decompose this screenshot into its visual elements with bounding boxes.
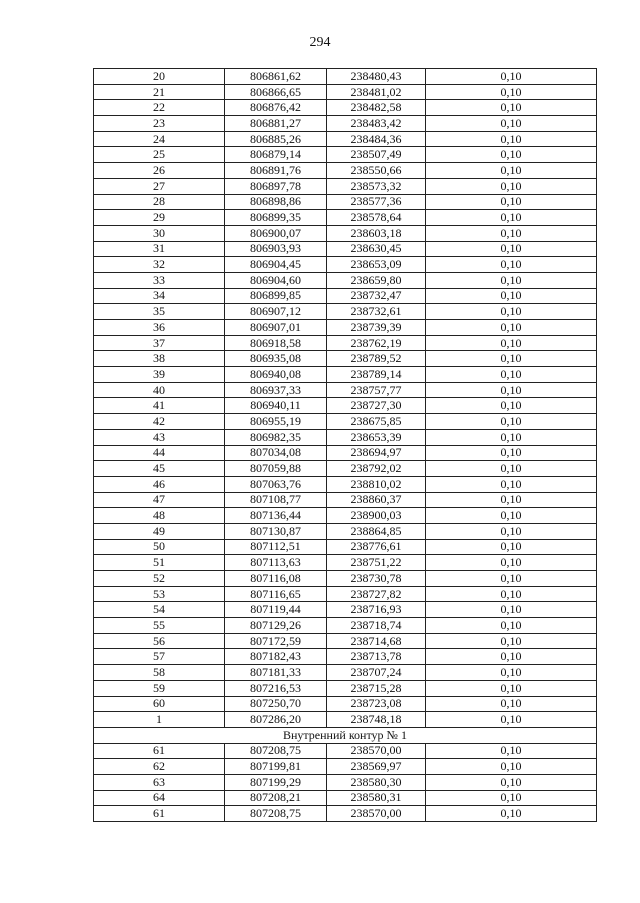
accuracy-cell: 0,10 — [426, 523, 597, 539]
table-row — [94, 382, 597, 398]
table-row — [94, 523, 597, 539]
point-number-cell: 20 — [94, 69, 225, 85]
x-coordinate-cell: 806982,35 — [225, 429, 327, 445]
table-row — [94, 225, 597, 241]
accuracy-cell: 0,10 — [426, 759, 597, 775]
table-row — [94, 665, 597, 681]
accuracy-cell: 0,10 — [426, 680, 597, 696]
y-coordinate-cell: 238659,80 — [327, 272, 426, 288]
y-coordinate-cell: 238653,39 — [327, 429, 426, 445]
x-coordinate-cell: 807208,75 — [225, 743, 327, 759]
y-coordinate-cell: 238483,42 — [327, 116, 426, 132]
point-number-cell: 56 — [94, 633, 225, 649]
accuracy-cell: 0,10 — [426, 225, 597, 241]
y-coordinate-cell: 238577,36 — [327, 194, 426, 210]
table-row — [94, 759, 597, 775]
y-coordinate-cell: 238482,58 — [327, 100, 426, 116]
accuracy-cell: 0,10 — [426, 116, 597, 132]
point-number-cell: 58 — [94, 665, 225, 681]
table-row — [94, 320, 597, 336]
point-number-cell: 45 — [94, 461, 225, 477]
table-row — [94, 492, 597, 508]
point-number-cell: 30 — [94, 225, 225, 241]
point-number-cell: 57 — [94, 649, 225, 665]
point-number-cell: 35 — [94, 304, 225, 320]
table-row — [94, 84, 597, 100]
table-row — [94, 131, 597, 147]
y-coordinate-cell: 238694,97 — [327, 445, 426, 461]
x-coordinate-cell: 806879,14 — [225, 147, 327, 163]
y-coordinate-cell: 238550,66 — [327, 163, 426, 179]
y-coordinate-cell: 238570,00 — [327, 743, 426, 759]
point-number-cell: 38 — [94, 351, 225, 367]
accuracy-cell: 0,10 — [426, 163, 597, 179]
table-row — [94, 414, 597, 430]
section-title: Внутренний контур № 1 — [94, 727, 597, 743]
point-number-cell: 25 — [94, 147, 225, 163]
x-coordinate-cell: 807208,21 — [225, 790, 327, 806]
accuracy-cell: 0,10 — [426, 445, 597, 461]
x-coordinate-cell: 807181,33 — [225, 665, 327, 681]
y-coordinate-cell: 238578,64 — [327, 210, 426, 226]
y-coordinate-cell: 238776,61 — [327, 539, 426, 555]
point-number-cell: 36 — [94, 320, 225, 336]
y-coordinate-cell: 238860,37 — [327, 492, 426, 508]
table-row — [94, 476, 597, 492]
table-row — [94, 100, 597, 116]
y-coordinate-cell: 238727,82 — [327, 586, 426, 602]
x-coordinate-cell: 807113,63 — [225, 555, 327, 571]
point-number-cell: 49 — [94, 523, 225, 539]
x-coordinate-cell: 807059,88 — [225, 461, 327, 477]
point-number-cell: 33 — [94, 272, 225, 288]
accuracy-cell: 0,10 — [426, 351, 597, 367]
accuracy-cell: 0,10 — [426, 382, 597, 398]
table-row — [94, 743, 597, 759]
y-coordinate-cell: 238675,85 — [327, 414, 426, 430]
point-number-cell: 43 — [94, 429, 225, 445]
y-coordinate-cell: 238653,09 — [327, 257, 426, 273]
x-coordinate-cell: 806861,62 — [225, 69, 327, 85]
inner-contour-rows — [94, 743, 597, 821]
accuracy-cell: 0,10 — [426, 84, 597, 100]
accuracy-cell: 0,10 — [426, 665, 597, 681]
accuracy-cell: 0,10 — [426, 194, 597, 210]
x-coordinate-cell: 807172,59 — [225, 633, 327, 649]
table-row — [94, 649, 597, 665]
accuracy-cell: 0,10 — [426, 618, 597, 634]
y-coordinate-cell: 238732,47 — [327, 288, 426, 304]
accuracy-cell: 0,10 — [426, 320, 597, 336]
x-coordinate-cell: 807130,87 — [225, 523, 327, 539]
table-row — [94, 304, 597, 320]
x-coordinate-cell: 807199,81 — [225, 759, 327, 775]
accuracy-cell: 0,10 — [426, 774, 597, 790]
accuracy-cell: 0,10 — [426, 100, 597, 116]
x-coordinate-cell: 807208,75 — [225, 806, 327, 822]
accuracy-cell: 0,10 — [426, 696, 597, 712]
table-row — [94, 633, 597, 649]
x-coordinate-cell: 806907,12 — [225, 304, 327, 320]
accuracy-cell: 0,10 — [426, 257, 597, 273]
accuracy-cell: 0,10 — [426, 429, 597, 445]
y-coordinate-cell: 238570,00 — [327, 806, 426, 822]
table-row — [94, 461, 597, 477]
point-number-cell: 63 — [94, 774, 225, 790]
table-row — [94, 586, 597, 602]
table-row — [94, 272, 597, 288]
point-number-cell: 61 — [94, 743, 225, 759]
table-row — [94, 429, 597, 445]
accuracy-cell: 0,10 — [426, 131, 597, 147]
accuracy-cell: 0,10 — [426, 414, 597, 430]
y-coordinate-cell: 238714,68 — [327, 633, 426, 649]
table-row — [94, 69, 597, 85]
table-row — [94, 680, 597, 696]
accuracy-cell: 0,10 — [426, 806, 597, 822]
accuracy-cell: 0,10 — [426, 492, 597, 508]
x-coordinate-cell: 806897,78 — [225, 178, 327, 194]
point-number-cell: 51 — [94, 555, 225, 571]
main-contour-rows — [94, 69, 597, 728]
y-coordinate-cell: 238900,03 — [327, 508, 426, 524]
point-number-cell: 34 — [94, 288, 225, 304]
section-row — [94, 727, 597, 743]
point-number-cell: 28 — [94, 194, 225, 210]
x-coordinate-cell: 806904,60 — [225, 272, 327, 288]
accuracy-cell: 0,10 — [426, 649, 597, 665]
table-row — [94, 367, 597, 383]
x-coordinate-cell: 806891,76 — [225, 163, 327, 179]
table-row — [94, 288, 597, 304]
y-coordinate-cell: 238732,61 — [327, 304, 426, 320]
table-row — [94, 602, 597, 618]
accuracy-cell: 0,10 — [426, 633, 597, 649]
table-row — [94, 116, 597, 132]
point-number-cell: 39 — [94, 367, 225, 383]
point-number-cell: 46 — [94, 476, 225, 492]
y-coordinate-cell: 238480,43 — [327, 69, 426, 85]
x-coordinate-cell: 807034,08 — [225, 445, 327, 461]
accuracy-cell: 0,10 — [426, 69, 597, 85]
accuracy-cell: 0,10 — [426, 210, 597, 226]
table-row — [94, 178, 597, 194]
x-coordinate-cell: 807216,53 — [225, 680, 327, 696]
y-coordinate-cell: 238739,39 — [327, 320, 426, 336]
x-coordinate-cell: 807112,51 — [225, 539, 327, 555]
point-number-cell: 42 — [94, 414, 225, 430]
point-number-cell: 26 — [94, 163, 225, 179]
page-number: 294 — [309, 35, 331, 50]
accuracy-cell: 0,10 — [426, 241, 597, 257]
accuracy-cell: 0,10 — [426, 335, 597, 351]
x-coordinate-cell: 806907,01 — [225, 320, 327, 336]
x-coordinate-cell: 806904,45 — [225, 257, 327, 273]
inner-contour-header — [94, 727, 597, 743]
y-coordinate-cell: 238789,14 — [327, 367, 426, 383]
x-coordinate-cell: 806935,08 — [225, 351, 327, 367]
table-row — [94, 508, 597, 524]
x-coordinate-cell: 807119,44 — [225, 602, 327, 618]
x-coordinate-cell: 807182,43 — [225, 649, 327, 665]
point-number-cell: 47 — [94, 492, 225, 508]
x-coordinate-cell: 806903,93 — [225, 241, 327, 257]
table-row — [94, 555, 597, 571]
y-coordinate-cell: 238630,45 — [327, 241, 426, 257]
table-row — [94, 806, 597, 822]
x-coordinate-cell: 807199,29 — [225, 774, 327, 790]
y-coordinate-cell: 238723,08 — [327, 696, 426, 712]
coordinates-table — [93, 68, 597, 822]
x-coordinate-cell: 806876,42 — [225, 100, 327, 116]
point-number-cell: 48 — [94, 508, 225, 524]
point-number-cell: 24 — [94, 131, 225, 147]
accuracy-cell: 0,10 — [426, 272, 597, 288]
table-row — [94, 163, 597, 179]
y-coordinate-cell: 238730,78 — [327, 571, 426, 587]
x-coordinate-cell: 806898,86 — [225, 194, 327, 210]
table-row — [94, 790, 597, 806]
x-coordinate-cell: 807108,77 — [225, 492, 327, 508]
table-row — [94, 774, 597, 790]
x-coordinate-cell: 807116,08 — [225, 571, 327, 587]
x-coordinate-cell: 807116,65 — [225, 586, 327, 602]
point-number-cell: 60 — [94, 696, 225, 712]
table-row — [94, 445, 597, 461]
y-coordinate-cell: 238707,24 — [327, 665, 426, 681]
table-row — [94, 194, 597, 210]
point-number-cell: 52 — [94, 571, 225, 587]
y-coordinate-cell: 238810,02 — [327, 476, 426, 492]
point-number-cell: 21 — [94, 84, 225, 100]
y-coordinate-cell: 238569,97 — [327, 759, 426, 775]
accuracy-cell: 0,10 — [426, 461, 597, 477]
table-row — [94, 351, 597, 367]
point-number-cell: 22 — [94, 100, 225, 116]
table-row — [94, 539, 597, 555]
accuracy-cell: 0,10 — [426, 602, 597, 618]
y-coordinate-cell: 238789,52 — [327, 351, 426, 367]
point-number-cell: 50 — [94, 539, 225, 555]
x-coordinate-cell: 807250,70 — [225, 696, 327, 712]
table-row — [94, 210, 597, 226]
x-coordinate-cell: 806899,35 — [225, 210, 327, 226]
table-row — [94, 335, 597, 351]
accuracy-cell: 0,10 — [426, 367, 597, 383]
point-number-cell: 54 — [94, 602, 225, 618]
y-coordinate-cell: 238715,28 — [327, 680, 426, 696]
y-coordinate-cell: 238718,74 — [327, 618, 426, 634]
x-coordinate-cell: 806955,19 — [225, 414, 327, 430]
accuracy-cell: 0,10 — [426, 476, 597, 492]
table-row — [94, 257, 597, 273]
accuracy-cell: 0,10 — [426, 555, 597, 571]
point-number-cell: 55 — [94, 618, 225, 634]
x-coordinate-cell: 807063,76 — [225, 476, 327, 492]
y-coordinate-cell: 238864,85 — [327, 523, 426, 539]
point-number-cell: 31 — [94, 241, 225, 257]
point-number-cell: 29 — [94, 210, 225, 226]
point-number-cell: 61 — [94, 806, 225, 822]
x-coordinate-cell: 806918,58 — [225, 335, 327, 351]
y-coordinate-cell: 238484,36 — [327, 131, 426, 147]
table-row — [94, 398, 597, 414]
accuracy-cell: 0,10 — [426, 398, 597, 414]
y-coordinate-cell: 238603,18 — [327, 225, 426, 241]
accuracy-cell: 0,10 — [426, 147, 597, 163]
x-coordinate-cell: 806885,26 — [225, 131, 327, 147]
x-coordinate-cell: 806940,11 — [225, 398, 327, 414]
x-coordinate-cell: 806900,07 — [225, 225, 327, 241]
point-number-cell: 27 — [94, 178, 225, 194]
table-row — [94, 712, 597, 728]
x-coordinate-cell: 806940,08 — [225, 367, 327, 383]
point-number-cell: 53 — [94, 586, 225, 602]
point-number-cell: 62 — [94, 759, 225, 775]
table-row — [94, 571, 597, 587]
y-coordinate-cell: 238762,19 — [327, 335, 426, 351]
accuracy-cell: 0,10 — [426, 508, 597, 524]
y-coordinate-cell: 238757,77 — [327, 382, 426, 398]
point-number-cell: 37 — [94, 335, 225, 351]
table-row — [94, 147, 597, 163]
point-number-cell: 32 — [94, 257, 225, 273]
y-coordinate-cell: 238727,30 — [327, 398, 426, 414]
point-number-cell: 40 — [94, 382, 225, 398]
y-coordinate-cell: 238792,02 — [327, 461, 426, 477]
x-coordinate-cell: 807129,26 — [225, 618, 327, 634]
point-number-cell: 23 — [94, 116, 225, 132]
y-coordinate-cell: 238573,32 — [327, 178, 426, 194]
table-row — [94, 241, 597, 257]
table-row — [94, 618, 597, 634]
x-coordinate-cell: 806899,85 — [225, 288, 327, 304]
accuracy-cell: 0,10 — [426, 571, 597, 587]
accuracy-cell: 0,10 — [426, 712, 597, 728]
accuracy-cell: 0,10 — [426, 790, 597, 806]
y-coordinate-cell: 238713,78 — [327, 649, 426, 665]
table-row — [94, 696, 597, 712]
y-coordinate-cell: 238748,18 — [327, 712, 426, 728]
point-number-cell: 44 — [94, 445, 225, 461]
accuracy-cell: 0,10 — [426, 178, 597, 194]
x-coordinate-cell: 806881,27 — [225, 116, 327, 132]
point-number-cell: 41 — [94, 398, 225, 414]
x-coordinate-cell: 806937,33 — [225, 382, 327, 398]
y-coordinate-cell: 238481,02 — [327, 84, 426, 100]
x-coordinate-cell: 807286,20 — [225, 712, 327, 728]
accuracy-cell: 0,10 — [426, 304, 597, 320]
point-number-cell: 64 — [94, 790, 225, 806]
y-coordinate-cell: 238580,31 — [327, 790, 426, 806]
point-number-cell: 59 — [94, 680, 225, 696]
point-number-cell: 1 — [94, 712, 225, 728]
accuracy-cell: 0,10 — [426, 586, 597, 602]
x-coordinate-cell: 806866,65 — [225, 84, 327, 100]
accuracy-cell: 0,10 — [426, 539, 597, 555]
y-coordinate-cell: 238751,22 — [327, 555, 426, 571]
accuracy-cell: 0,10 — [426, 743, 597, 759]
y-coordinate-cell: 238507,49 — [327, 147, 426, 163]
accuracy-cell: 0,10 — [426, 288, 597, 304]
y-coordinate-cell: 238716,93 — [327, 602, 426, 618]
x-coordinate-cell: 807136,44 — [225, 508, 327, 524]
y-coordinate-cell: 238580,30 — [327, 774, 426, 790]
